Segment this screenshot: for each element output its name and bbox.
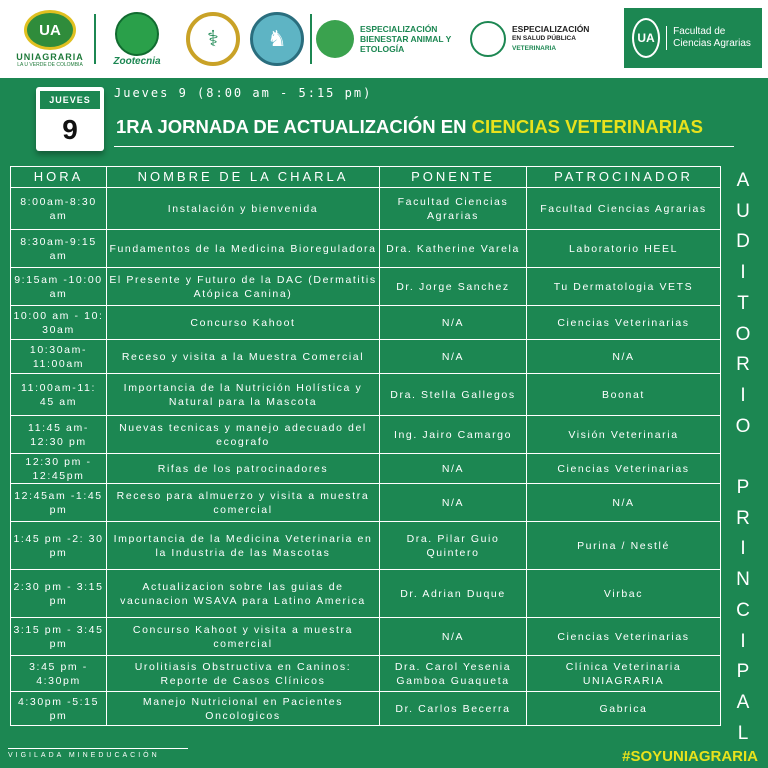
veterinary-caduceus-logo — [186, 12, 240, 66]
cell-ponente: N/A — [380, 454, 527, 484]
location-letter: D — [736, 231, 750, 253]
esp-salud-line1: ESPECIALIZACIÓN — [512, 24, 590, 34]
cell-ponente: N/A — [380, 306, 527, 340]
cell-charla: Manejo Nutricional en Pacientes Oncologicos — [107, 692, 380, 726]
table-row — [11, 656, 721, 692]
cell-charla: Concurso Kahoot — [107, 306, 380, 340]
cell-hora: 12:45am -1:45 pm — [11, 484, 107, 522]
location-letter: O — [735, 415, 751, 437]
footer-divider — [8, 748, 188, 749]
table-row — [11, 188, 721, 230]
ua-mark-icon: UA — [24, 10, 76, 50]
cell-charla: Receso y visita a la Muestra Comercial — [107, 340, 380, 374]
zootecnia-emblem-icon — [115, 12, 159, 56]
table-row — [11, 416, 721, 454]
title-highlight: CIENCIAS VETERINARIAS — [471, 116, 703, 137]
location-letter: I — [740, 262, 746, 284]
cell-charla: Actualizacion sobre las guias de vacunacion WSAVA para Latino America — [107, 570, 380, 618]
ua-tagline: LA U VERDE DE COLOMBIA — [17, 62, 83, 68]
cell-patrocinador: N/A — [527, 340, 721, 374]
location-letter: I — [740, 630, 746, 652]
location-letter: O — [735, 323, 751, 345]
cell-ponente: Dra. Pilar Guio Quintero — [380, 522, 527, 570]
table-row — [11, 306, 721, 340]
table-row — [11, 268, 721, 306]
event-title — [116, 116, 703, 138]
cell-ponente: Dr. Carlos Becerra — [380, 692, 527, 726]
esp-bienestar-logo — [316, 14, 464, 64]
cell-hora: 8:00am-8:30 am — [11, 188, 107, 230]
header-charla: NOMBRE DE LA CHARLA — [107, 167, 380, 188]
cell-patrocinador: Facultad Ciencias Agrarias — [527, 188, 721, 230]
zootecnia-logo — [106, 10, 168, 68]
esp-bienestar-text: ESPECIALIZACIÓN BIENESTAR ANIMAL Y ETOLOGÍA — [360, 24, 452, 54]
table-row — [11, 692, 721, 726]
cell-charla: Rifas de los patrocinadores — [107, 454, 380, 484]
esp-salud-line2: EN SALUD PÚBLICA — [512, 35, 576, 42]
cell-ponente: Dra. Katherine Varela — [380, 230, 527, 268]
facultad-emblem-icon: UA — [632, 18, 660, 58]
table-row — [11, 340, 721, 374]
animal-welfare-logo — [250, 12, 304, 66]
location-letter: R — [736, 354, 750, 376]
location-letter: N — [736, 569, 750, 591]
table-row — [11, 484, 721, 522]
location-letter: P — [736, 661, 750, 683]
cell-hora: 4:30pm -5:15 pm — [11, 692, 107, 726]
facultad-logo — [624, 8, 762, 68]
table-row — [11, 570, 721, 618]
cell-ponente: Ing. Jairo Camargo — [380, 416, 527, 454]
table-row — [11, 230, 721, 268]
paw-icon: ♞ — [267, 26, 287, 51]
cell-hora: 1:45 pm -2: 30 pm — [11, 522, 107, 570]
table-row — [11, 454, 721, 484]
title-prefix: 1RA JORNADA DE ACTUALIZACIÓN EN — [116, 116, 472, 137]
cell-hora: 9:15am -10:00 am — [11, 268, 107, 306]
cell-patrocinador: N/A — [527, 484, 721, 522]
location-letter: U — [736, 200, 750, 222]
cell-ponente: N/A — [380, 340, 527, 374]
cell-ponente: Dra. Carol Yesenia Gamboa Guaqueta — [380, 656, 527, 692]
cell-charla: Fundamentos de la Medicina Bioreguladora — [107, 230, 380, 268]
title-underline — [114, 146, 734, 147]
cell-patrocinador: Purina / Nestlé — [527, 522, 721, 570]
cell-hora: 8:30am-9:15 am — [11, 230, 107, 268]
cell-hora: 10:30am-11:00am — [11, 340, 107, 374]
cell-patrocinador: Visión Veterinaria — [527, 416, 721, 454]
cell-ponente: N/A — [380, 618, 527, 656]
cell-patrocinador: Clínica Veterinaria UNIAGRARIA — [527, 656, 721, 692]
cell-hora: 11:45 am-12:30 pm — [11, 416, 107, 454]
location-letter: T — [737, 292, 749, 314]
location-letter: P — [736, 477, 750, 499]
bienestar-icon — [316, 20, 354, 58]
salud-icon — [470, 21, 506, 57]
location-letter — [732, 442, 754, 473]
esp-salud-line3: VETERINARIA — [512, 45, 557, 52]
cell-hora: 11:00am-11: 45 am — [11, 374, 107, 416]
cell-ponente: Dr. Jorge Sanchez — [380, 268, 527, 306]
cell-ponente: Facultad Ciencias Agrarias — [380, 188, 527, 230]
schedule-table — [10, 166, 721, 726]
cell-patrocinador: Virbac — [527, 570, 721, 618]
header-patrocinador: PATROCINADOR — [527, 167, 721, 188]
caduceus-icon: ⚕ — [207, 26, 219, 51]
cell-hora: 12:30 pm - 12:45pm — [11, 454, 107, 484]
table-header-row — [11, 167, 721, 188]
location-letter: R — [736, 507, 750, 529]
table-row — [11, 522, 721, 570]
table-row — [11, 618, 721, 656]
logo-divider — [310, 14, 312, 64]
cell-charla: Instalación y bienvenida — [107, 188, 380, 230]
cell-patrocinador: Tu Dermatologia VETS — [527, 268, 721, 306]
footer-vigilada: VIGILADA MINEDUCACIÓN — [8, 752, 160, 759]
cell-charla: El Presente y Futuro de la DAC (Dermatitis Atópica Canina) — [107, 268, 380, 306]
location-letter: I — [740, 384, 746, 406]
cell-charla: Importancia de la Medicina Veterinaria en la Industria de las Mascotas — [107, 522, 380, 570]
footer-hashtag: #SOYUNIAGRARIA — [622, 748, 758, 765]
cell-ponente: Dr. Adrian Duque — [380, 570, 527, 618]
cell-charla: Importancia de la Nutrición Holística y Natural para la Mascota — [107, 374, 380, 416]
cell-patrocinador: Gabrica — [527, 692, 721, 726]
esp-salud-logo — [470, 14, 620, 64]
cell-hora: 3:45 pm - 4:30pm — [11, 656, 107, 692]
location-letter: I — [740, 538, 746, 560]
cell-ponente: N/A — [380, 484, 527, 522]
table-row — [11, 374, 721, 416]
cell-hora: 2:30 pm - 3:15 pm — [11, 570, 107, 618]
cell-charla: Concurso Kahoot y visita a muestra comercial — [107, 618, 380, 656]
cell-patrocinador: Ciencias Veterinarias — [527, 454, 721, 484]
logo-bar — [0, 0, 768, 78]
zootecnia-text: Zootecnia — [113, 55, 161, 67]
calendar-weekday: JUEVES — [40, 91, 100, 109]
cell-hora: 10:00 am - 10: 30am — [11, 306, 107, 340]
cell-patrocinador: Boonat — [527, 374, 721, 416]
location-letter: L — [737, 722, 749, 744]
facultad-text: Facultad de Ciencias Agrarias — [666, 26, 762, 50]
header-ponente: PONENTE — [380, 167, 527, 188]
cell-ponente: Dra. Stella Gallegos — [380, 374, 527, 416]
cell-charla: Nuevas tecnicas y manejo adecuado del ecografo — [107, 416, 380, 454]
event-dateline: Jueves 9 (8:00 am - 5:15 pm) — [114, 86, 373, 100]
cell-patrocinador: Ciencias Veterinarias — [527, 618, 721, 656]
cell-hora: 3:15 pm - 3:45 pm — [11, 618, 107, 656]
calendar-badge — [36, 87, 104, 151]
location-letter: C — [736, 599, 750, 621]
uniagraria-logo — [12, 8, 88, 70]
cell-charla: Urolitiasis Obstructiva en Caninos: Reporte de Casos Clínicos — [107, 656, 380, 692]
location-letter: A — [736, 170, 750, 191]
ua-name: UNIAGRARIA — [16, 52, 84, 62]
cell-charla: Receso para almuerzo y visita a muestra comercial — [107, 484, 380, 522]
header-hora: HORA — [11, 167, 107, 188]
cell-patrocinador: Laboratorio HEEL — [527, 230, 721, 268]
calendar-day: 9 — [62, 114, 78, 145]
esp-salud-text — [512, 24, 620, 54]
logo-divider — [94, 14, 96, 64]
cell-patrocinador: Ciencias Veterinarias — [527, 306, 721, 340]
location-vertical — [732, 166, 754, 749]
location-letter: A — [736, 691, 750, 713]
